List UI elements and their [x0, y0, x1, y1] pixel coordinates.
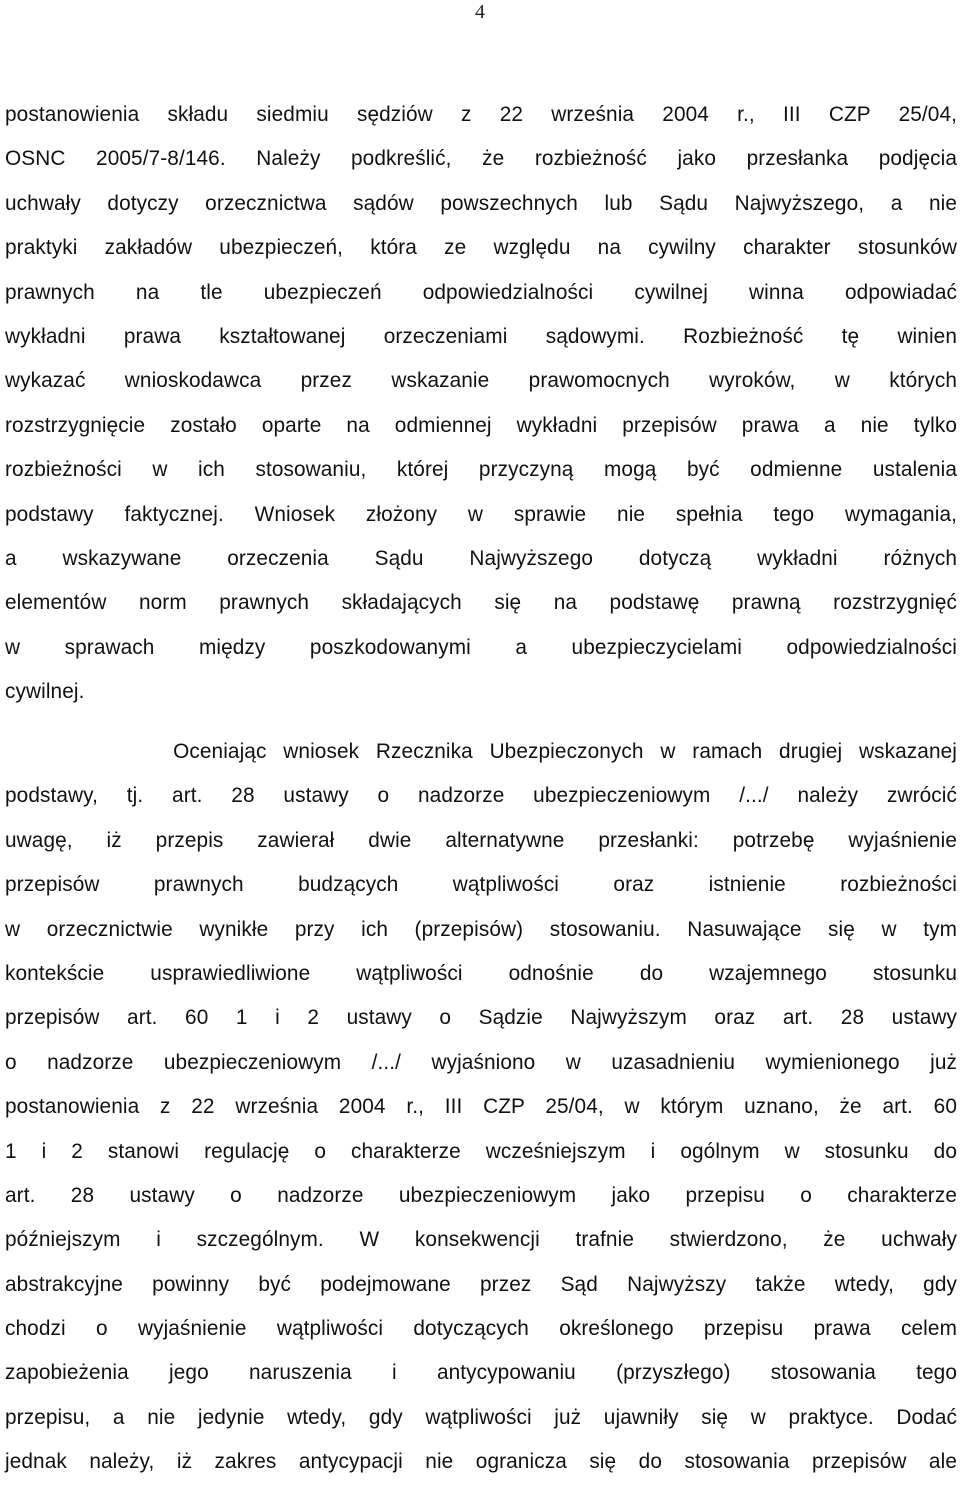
text-line: jednak należy, iż zakres antycypacji nie ogranicza się do stosowania przepisów ale	[5, 1450, 957, 1474]
text-line: podstawy faktycznej. Wniosek złożony w sprawie nie spełnia tego wymagania,	[5, 502, 957, 526]
text-line: zapobieżenia jego naruszenia i antycypowaniu (przyszłego) stosowania tego	[5, 1361, 957, 1385]
text-line: przepisów art. 60 1 i 2 ustawy o Sądzie Najwyższym oraz art. 28 ustawy	[5, 1006, 957, 1030]
text-line: rozbieżności w ich stosowaniu, której przyczyną mogą być odmienne ustalenia	[5, 458, 957, 482]
text-line: rozstrzygnięcie zostało oparte na odmiennej wykładni przepisów prawa a nie tylko	[5, 413, 957, 437]
text-line: chodzi o wyjaśnienie wątpliwości dotyczących określonego przepisu prawa celem	[5, 1317, 957, 1341]
paragraph-2	[5, 730, 957, 1485]
text-line: 1 i 2 stanowi regulację o charakterze wcześniejszym i ogólnym w stosunku do	[5, 1139, 957, 1163]
text-line: Oceniając wniosek Rzecznika Ubezpieczonych w ramach drugiej wskazanej	[5, 740, 957, 763]
text-line: wykazać wnioskodawca przez wskazanie prawomocnych wyroków, w których	[5, 369, 957, 393]
text-line: elementów norm prawnych składających się na podstawę prawną rozstrzygnięć	[5, 591, 957, 615]
text-line: cywilnej.	[5, 680, 85, 704]
text-line: w orzecznictwie wynikłe przy ich (przepisów) stosowaniu. Nasuwające się w tym	[5, 917, 957, 941]
text-line: późniejszym i szczególnym. W konsekwencji trafnie stwierdzono, że uchwały	[5, 1228, 957, 1252]
text-line: a wskazywane orzeczenia Sądu Najwyższego dotyczą wykładni różnych	[5, 546, 957, 570]
paragraph-1	[5, 93, 957, 714]
text-line: wykładni prawa kształtowanej orzeczeniami sądowymi. Rozbieżność tę winien	[5, 324, 957, 348]
text-line: o nadzorze ubezpieczeniowym /.../ wyjaśniono w uzasadnieniu wymienionego już	[5, 1050, 957, 1074]
text-line: praktyki zakładów ubezpieczeń, która ze względu na cywilny charakter stosunków	[5, 236, 957, 260]
text-line: postanowienia z 22 września 2004 r., III CZP 25/04, w którym uznano, że art. 60	[5, 1095, 957, 1119]
text-line: przepisów prawnych budzących wątpliwości oraz istnienie rozbieżności	[5, 873, 957, 897]
text-line: postanowienia składu siedmiu sędziów z 22 września 2004 r., III CZP 25/04,	[5, 103, 957, 126]
text-line: OSNC 2005/7-8/146. Należy podkreślić, że rozbieżność jako przesłanka podjęcia	[5, 147, 957, 171]
text-line: prawnych na tle ubezpieczeń odpowiedzialności cywilnej winna odpowiadać	[5, 280, 957, 304]
text-line: w sprawach między poszkodowanymi a ubezpieczycielami odpowiedzialności	[5, 635, 957, 659]
text-line: uchwały dotyczy orzecznictwa sądów powszechnych lub Sądu Najwyższego, a nie	[5, 191, 957, 215]
text-line: art. 28 ustawy o nadzorze ubezpieczeniowym jako przepisu o charakterze	[5, 1183, 957, 1207]
text-line: przepisu, a nie jedynie wtedy, gdy wątpliwości już ujawniły się w praktyce. Dodać	[5, 1405, 957, 1429]
text-line: kontekście usprawiedliwione wątpliwości odnośnie do wzajemnego stosunku	[5, 961, 957, 985]
page-number: 4	[475, 1, 485, 23]
text-line: uwagę, iż przepis zawierał dwie alternatywne przesłanki: potrzebę wyjaśnienie	[5, 828, 957, 852]
text-line: abstrakcyjne powinny być podejmowane przez Sąd Najwyższy także wtedy, gdy	[5, 1272, 957, 1296]
text-line: podstawy, tj. art. 28 ustawy o nadzorze ubezpieczeniowym /.../ należy zwrócić	[5, 784, 957, 808]
